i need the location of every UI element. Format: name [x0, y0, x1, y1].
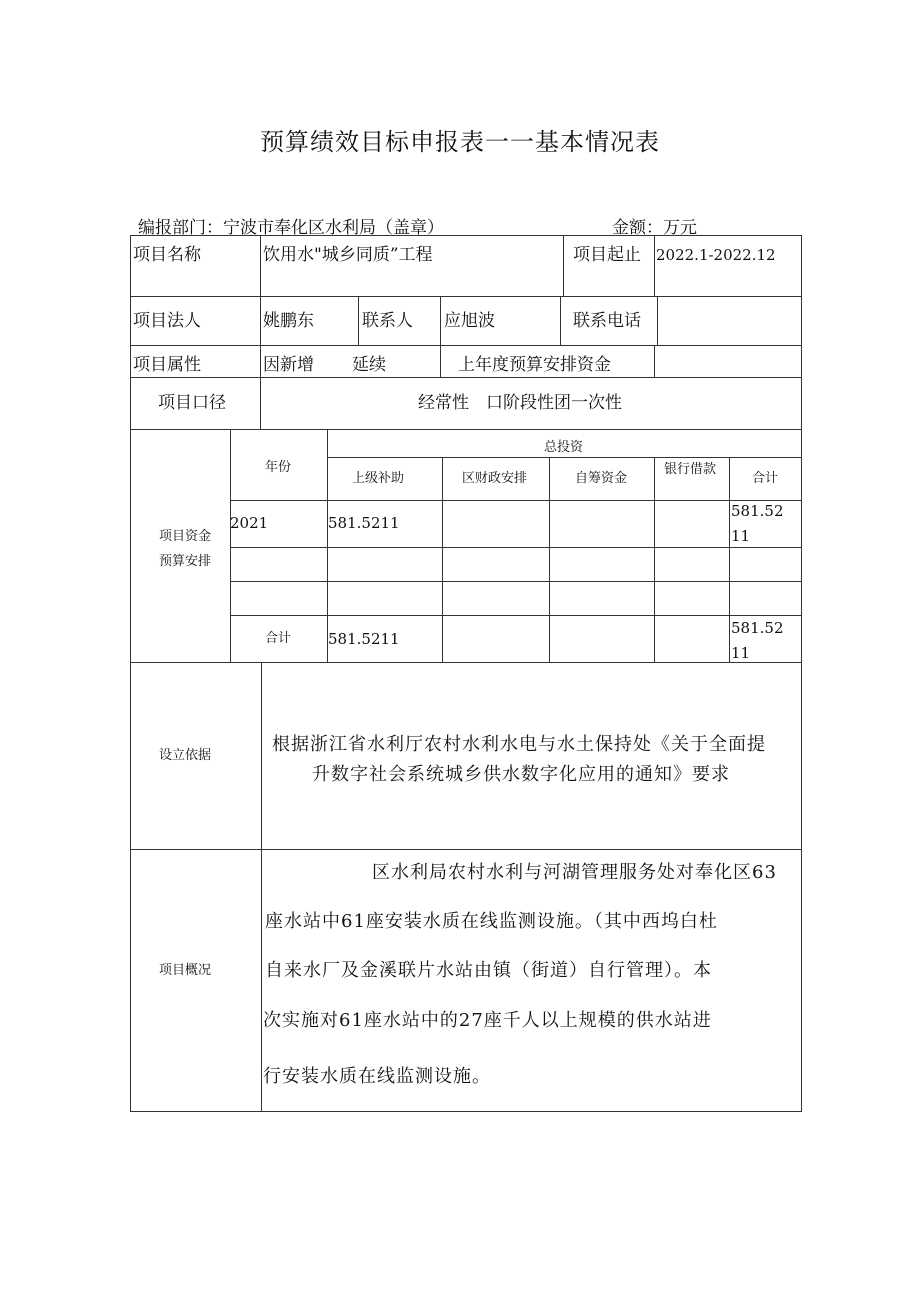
legal-person-label: 项目法人 [133, 311, 201, 331]
page-title: 预算绩效目标申报表一一基本情况表 [260, 128, 660, 156]
upper-subsidy-cell: 581.5211 [328, 514, 400, 532]
row-divider [230, 581, 801, 582]
total-cell: 11 [731, 527, 751, 545]
col-divider [654, 345, 655, 378]
col-header-bank-loan: 银行借款 [664, 462, 717, 477]
attribute-label: 项目属性 [133, 355, 201, 375]
sum-row-label: 合计 [265, 631, 292, 646]
row-divider [130, 345, 801, 346]
col-header-total: 合计 [752, 471, 779, 486]
col-divider [654, 457, 655, 663]
col-divider [260, 377, 261, 430]
project-name-value: 饮用水"城乡同质”工程 [263, 245, 433, 265]
row-divider [130, 377, 801, 378]
col-divider [654, 235, 655, 296]
basis-text: 升数字社会系统城乡供水数字化应用的通知》要求 [312, 764, 730, 785]
row-divider [230, 547, 801, 548]
col-divider [260, 235, 261, 346]
col-divider [358, 296, 359, 346]
project-name-label: 项目名称 [133, 245, 201, 265]
year-header: 年份 [265, 460, 292, 475]
year-cell: 2021 [230, 514, 269, 532]
contact-value: 应旭波 [444, 311, 495, 331]
overview-text: 次实施对61座水站中的27座千人以上规模的供水站进 [263, 1010, 712, 1031]
funding-section-label: 预算安排 [159, 554, 212, 569]
basis-text: 根据浙江省水利厅农村水利水电与水土保持处《关于全面提 [272, 734, 766, 755]
col-divider [560, 296, 561, 346]
total-investment-header: 总投资 [544, 440, 584, 455]
col-divider [261, 662, 262, 1111]
overview-text: 行安装水质在线监测设施。 [263, 1066, 491, 1087]
legal-person-value: 姚鹏东 [263, 311, 314, 331]
row-divider [230, 500, 801, 501]
period-value: 2022.1-2022.12 [656, 246, 776, 264]
col-divider [327, 429, 328, 663]
scope-label: 项目口径 [158, 393, 226, 413]
col-divider [440, 345, 441, 378]
total-cell: 581.52 [731, 502, 784, 520]
col-divider [729, 457, 730, 663]
col-divider [230, 429, 231, 663]
sum-upper-subsidy-cell: 581.5211 [328, 630, 400, 648]
basis-label: 设立依据 [159, 748, 212, 763]
overview-text: 区水利局农村水利与河湖管理服务处对奉化区63 [372, 862, 777, 883]
attribute-continue-option: 延续 [352, 355, 386, 375]
row-divider [130, 849, 801, 850]
attribute-new-option: 因新增 [263, 355, 314, 375]
overview-text: 座水站中61座安装水质在线监测设施。（其中西坞白杜 [265, 911, 718, 932]
col-header-self-raised: 自筹资金 [575, 471, 628, 486]
sum-total-cell: 11 [731, 644, 751, 662]
col-divider [260, 345, 261, 378]
dept-label: 编报部门：宁波市奉化区水利局（盖章） [138, 218, 444, 238]
scope-value: 经常性 口阶段性团一次性 [418, 393, 622, 413]
row-divider [130, 296, 801, 297]
overview-text: 自来水厂及金溪联片水站由镇（街道）自行管理）。本 [265, 960, 712, 981]
sum-total-cell: 581.52 [731, 619, 784, 637]
col-divider [563, 235, 564, 296]
col-header-upper-subsidy: 上级补助 [352, 471, 405, 486]
contact-label: 联系人 [362, 311, 413, 331]
col-divider [440, 296, 441, 346]
overview-label: 项目概况 [159, 963, 212, 978]
period-label: 项目起止 [573, 245, 641, 265]
funding-section-label: 项目资金 [159, 529, 212, 544]
row-divider [230, 615, 801, 616]
prev-budget-label: 上年度预算安排资金 [458, 355, 611, 375]
phone-label: 联系电话 [573, 311, 641, 331]
col-header-district-finance: 区财政安排 [462, 471, 528, 486]
col-divider [442, 457, 443, 663]
amount-unit-label: 金额：万元 [612, 218, 697, 238]
col-divider [657, 296, 658, 346]
col-divider [549, 457, 550, 663]
